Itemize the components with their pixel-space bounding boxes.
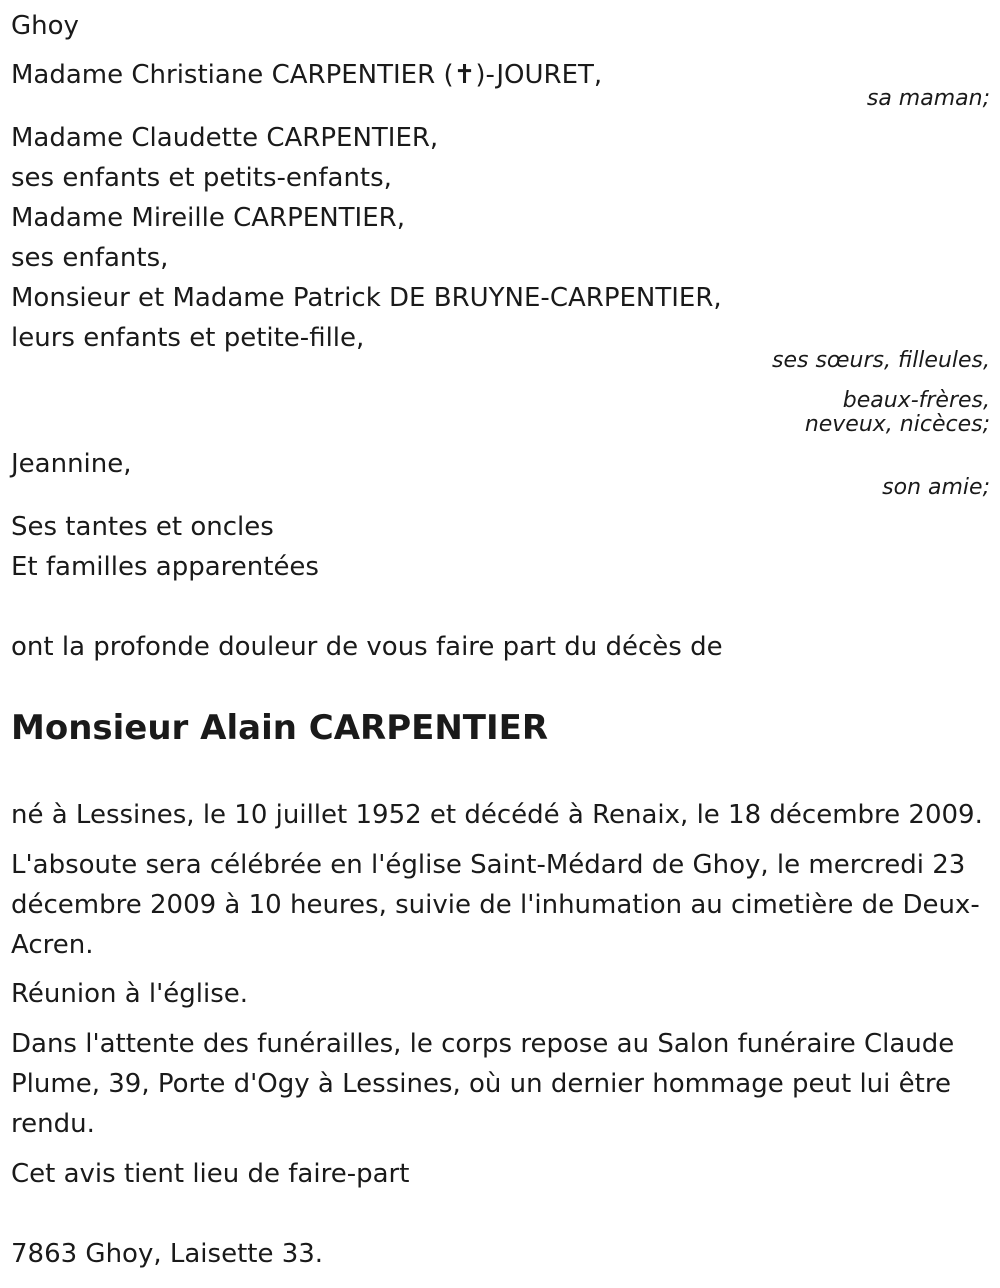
mother-line: Madame Christiane CARPENTIER (✝)-JOURET, <box>11 60 603 90</box>
sibling-line-2: ses enfants et petits-enfants, <box>11 163 392 193</box>
sibling-line-5: Monsieur et Madame Patrick DE BRUYNE-CARPENTIER, <box>11 283 722 313</box>
siblings-role-1: ses sœurs, filleules, <box>772 348 990 373</box>
meeting-text: Réunion à l'église. <box>11 979 249 1009</box>
sibling-line-3: Madame Mireille CARPENTIER, <box>11 203 405 233</box>
friend-line: Jeannine, <box>11 449 132 479</box>
notice-text: Cet avis tient lieu de faire-part <box>11 1159 410 1189</box>
relatives-line-2: Et familles apparentées <box>11 552 319 582</box>
friend-role: son amie; <box>882 475 990 500</box>
address-text: 7863 Ghoy, Laisette 33. <box>11 1239 324 1269</box>
funeral-home-text: Dans l'attente des funérailles, le corps repose au Salon funéraire Claude Plume, 39, Porte d'Ogy à Lessines, où un dernier hommage peut lui être rendu. <box>11 1029 955 1139</box>
birth-death-text: né à Lessines, le 10 juillet 1952 et décédé à Renaix, le 18 décembre 2009. <box>11 800 983 830</box>
announcement-text: ont la profonde douleur de vous faire part du décès de <box>11 632 723 662</box>
siblings-role-2: beaux-frères, <box>842 388 990 413</box>
relatives-line-1: Ses tantes et oncles <box>11 512 274 542</box>
mother-role: sa maman; <box>866 86 990 111</box>
siblings-role-3: neveux, nicèces; <box>804 412 990 437</box>
sibling-line-1: Madame Claudette CARPENTIER, <box>11 123 439 153</box>
ceremony-text: L'absoute sera célébrée en l'église Saint-Médard de Ghoy, le mercredi 23 décembre 2009 à 10 heures, suivie de l'inhumation au cimetière de Deux-Acren. <box>11 850 980 960</box>
place-heading: Ghoy <box>11 11 79 41</box>
deceased-name: Monsieur Alain CARPENTIER <box>11 708 549 748</box>
sibling-line-4: ses enfants, <box>11 243 169 273</box>
sibling-line-6: leurs enfants et petite-fille, <box>11 323 365 353</box>
